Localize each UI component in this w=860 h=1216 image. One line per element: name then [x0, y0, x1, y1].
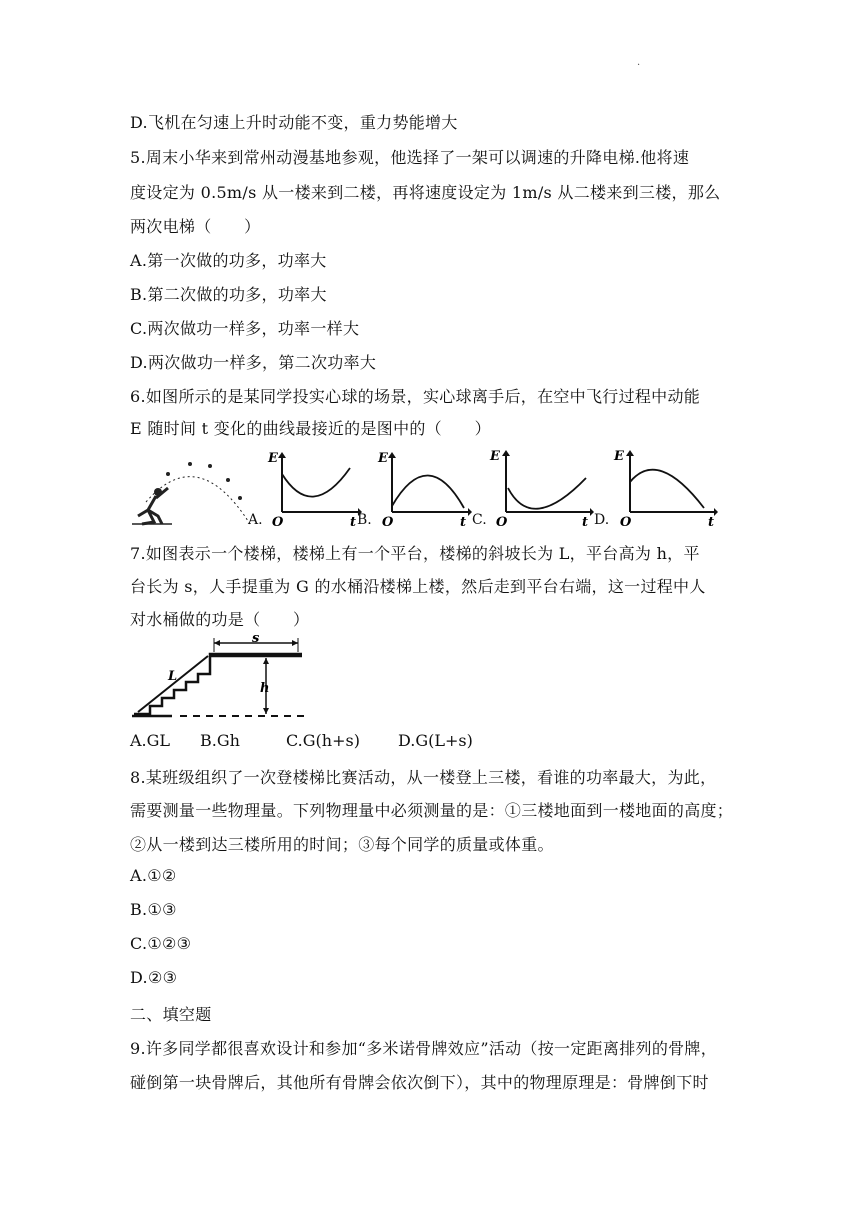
graph-c-t-label: t — [582, 515, 589, 528]
q5-stem-line2: 度设定为 0.5m/s 从一楼来到二楼，再将速度设定为 1m/s 从二楼来到三楼，那么 — [130, 183, 721, 202]
graph-d-t-label: t — [708, 515, 715, 528]
graph-a-o-label: O — [272, 515, 284, 528]
q7-option-d: D.G(L+s) — [398, 731, 473, 750]
q8-option-d: D.②③ — [130, 968, 178, 987]
graph-a-t-label: t — [350, 515, 357, 528]
length-s-label: s — [252, 634, 260, 646]
q5-option-d: D.两次做功一样多，第二次功率大 — [130, 353, 377, 372]
q8-stem-line3: ②从一楼到达三楼所用的时间；③每个同学的质量或体重。 — [130, 835, 554, 854]
shot-put-thrower-figure — [128, 452, 258, 528]
q9-stem-line1: 9.许多同学都很喜欢设计和参加“多米诺骨牌效应”活动（按一定距离排列的骨牌， — [130, 1039, 718, 1058]
q7-option-b: B.Gh — [200, 731, 240, 750]
q6-option-a-label: A. — [248, 512, 263, 528]
q8-option-c: C.①②③ — [130, 934, 192, 953]
height-h-label: h — [260, 681, 270, 696]
q6-stem-line1: 6.如图所示的是某同学投实心球的场景，实心球离手后，在空中飞行过程中动能 — [130, 387, 701, 406]
graph-d-e-label: E — [614, 449, 624, 464]
q7-options — [130, 731, 473, 750]
graph-b-o-label: O — [382, 515, 394, 528]
q5-option-a: A.第一次做的功多，功率大 — [130, 251, 327, 270]
page-mark: · — [637, 60, 641, 71]
graph-b-e-label: E — [378, 451, 388, 466]
q7-stem-line1: 7.如图表示一个楼梯，楼梯上有一个平台，楼梯的斜坡长为 L，平台高为 h，平 — [130, 544, 700, 563]
slope-l-label: L — [168, 669, 178, 684]
q9-stem-line2: 碰倒第一块骨牌后，其他所有骨牌会依次倒下），其中的物理原理是：骨牌倒下时 — [130, 1073, 709, 1092]
q6-stem-line2: E 随时间 t 变化的曲线最接近的是图中的（ ） — [130, 419, 491, 438]
q7-stem-line3: 对水桶做的功是（ ） — [130, 610, 310, 629]
graph-d-o-label: O — [620, 515, 632, 528]
q6-option-b-label: B. — [357, 512, 372, 528]
staircase-figure — [128, 634, 308, 726]
q8-stem-line2: 需要测量一些物理量。下列物理量中必须测量的是：①三楼地面到一楼地面的高度； — [130, 801, 734, 820]
q8-option-b: B.①③ — [130, 900, 177, 919]
q6-option-c-label: C. — [472, 512, 487, 528]
graph-d — [610, 448, 720, 528]
q6-option-d-label: D. — [594, 512, 610, 528]
graph-b — [372, 450, 472, 528]
q8-option-a: A.①② — [130, 866, 177, 885]
graph-a — [262, 450, 362, 528]
graph-a-e-label: E — [268, 451, 278, 466]
q5-stem-line1: 5.周末小华来到常州动漫基地参观，他选择了一架可以调速的升降电梯.他将速 — [130, 148, 690, 167]
q5-option-b: B.第二次做的功多，功率大 — [130, 285, 327, 304]
q7-option-a: A.GL — [130, 731, 171, 750]
graph-b-t-label: t — [460, 515, 467, 528]
graph-c-e-label: E — [490, 449, 500, 464]
q5-stem-line3: 两次电梯（ ） — [130, 217, 261, 236]
q5-option-c: C.两次做功一样多，功率一样大 — [130, 319, 360, 338]
q4-option-d: D.飞机在匀速上升时动能不变，重力势能增大 — [130, 113, 458, 132]
q8-stem-line1: 8.某班级组织了一次登楼梯比赛活动，从一楼登上三楼，看谁的功率最大，为此， — [130, 768, 717, 787]
graph-c — [486, 448, 596, 528]
q7-stem-line2: 台长为 s，人手提重为 G 的水桶沿楼梯上楼，然后走到平台右端，这一过程中人 — [130, 577, 706, 596]
section-heading-fill-blank: 二、填空题 — [130, 1005, 212, 1024]
q7-option-c: C.G(h+s) — [286, 731, 360, 750]
graph-c-o-label: O — [496, 515, 508, 528]
